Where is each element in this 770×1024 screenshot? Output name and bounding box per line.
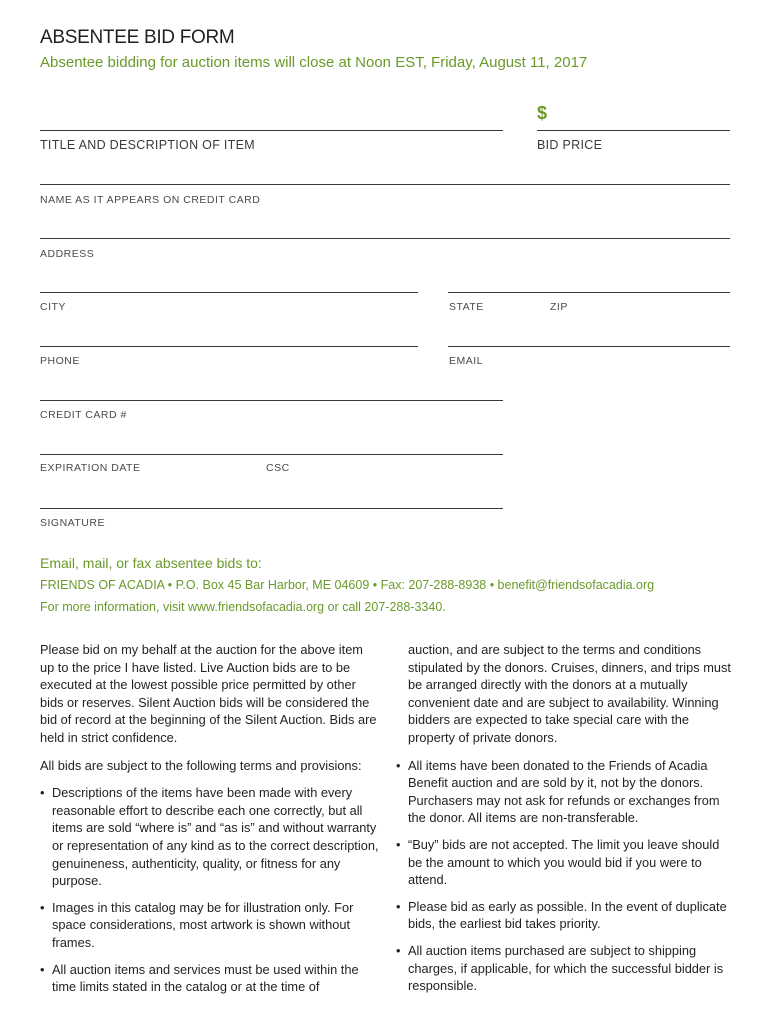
- address-label: ADDRESS: [40, 248, 95, 260]
- list-item: • Descriptions of the items have been made with every reasonable effort to describe each one correctly, but all items are sold “where is” and “as is” and without warranty or representation of any kind as to the correct description, genuineness, authenticity, quality, or fitness for any purpose.: [40, 784, 380, 890]
- city-field[interactable]: [40, 292, 418, 293]
- item-title-field[interactable]: [40, 130, 503, 131]
- terms-intro: Please bid on my behalf at the auction for the above item up to the price I have listed. Live Auction bids are to be executed at the lowest possible price permitted by other bids or reserves. Silent Auction bids will be considered the bid of record at the beginning of the Silent Auction. Bids are held in strict confidence.: [40, 642, 377, 745]
- email-label: EMAIL: [449, 355, 484, 367]
- expiration-label: EXPIRATION DATE: [40, 462, 141, 474]
- list-item: • All auction items and services must be used within the time limits stated in the catalog or at the time of: [40, 961, 380, 996]
- phone-label: PHONE: [40, 355, 80, 367]
- terms-right-list: [396, 757, 734, 995]
- credit-card-label: CREDIT CARD #: [40, 409, 127, 421]
- contact-heading: Email, mail, or fax absentee bids to:: [40, 555, 262, 571]
- list-item: • Please bid as early as possible. In the event of duplicate bids, the earliest bid takes priority.: [396, 898, 734, 933]
- credit-card-field[interactable]: [40, 400, 503, 401]
- form-subtitle: Absentee bidding for auction items will close at Noon EST, Friday, August 11, 2017: [40, 54, 588, 71]
- bid-price-label: BID PRICE: [537, 138, 603, 152]
- terms-continuation: auction, and are subject to the terms and conditions stipulated by the donors. Cruises, dinners, and trips must be arranged directly with the donors at a mutually convenient date and are subject to availability. Winning bidders are expected to take special care with the property of private donors.: [408, 642, 731, 745]
- list-item: • “Buy” bids are not accepted. The limit you leave should be the amount to which you would bid if you were to attend.: [396, 836, 734, 889]
- contact-info: For more information, visit www.friendsofacadia.org or call 207-288-3340.: [40, 600, 446, 614]
- zip-label: ZIP: [550, 301, 568, 313]
- address-field[interactable]: [40, 238, 730, 239]
- city-label: CITY: [40, 301, 66, 313]
- expiration-csc-field[interactable]: [40, 454, 503, 455]
- list-item: • All auction items purchased are subject to shipping charges, if applicable, for which the successful bidder is responsible.: [396, 942, 734, 995]
- list-item: • Images in this catalog may be for illustration only. For space considerations, most artwork is shown without frames.: [40, 899, 380, 952]
- state-label: STATE: [449, 301, 484, 313]
- signature-field[interactable]: [40, 508, 503, 509]
- bid-price-field[interactable]: [537, 130, 730, 131]
- name-label: NAME AS IT APPEARS ON CREDIT CARD: [40, 194, 261, 206]
- list-item: • All items have been donated to the Friends of Acadia Benefit auction and are sold by it, not by the donors. Purchasers may not ask for refunds or exchanges from the donor. All items are non-transferable.: [396, 757, 734, 827]
- currency-symbol: $: [537, 103, 548, 123]
- item-title-label: TITLE AND DESCRIPTION OF ITEM: [40, 138, 255, 152]
- email-field[interactable]: [448, 346, 730, 347]
- terms-right-column: [396, 641, 734, 1004]
- state-zip-field[interactable]: [448, 292, 730, 293]
- terms-subject: All bids are subject to the following terms and provisions:: [40, 757, 362, 773]
- name-field[interactable]: [40, 184, 730, 185]
- form-title: ABSENTEE BID FORM: [40, 27, 235, 48]
- contact-address: FRIENDS OF ACADIA • P.O. Box 45 Bar Harbor, ME 04609 • Fax: 207-288-8938 • benefit@friendsofacadia.org: [40, 578, 655, 592]
- terms-left-list: [40, 784, 380, 996]
- phone-field[interactable]: [40, 346, 418, 347]
- terms-left-column: [40, 641, 380, 1005]
- signature-label: SIGNATURE: [40, 517, 105, 529]
- csc-label: CSC: [266, 462, 290, 474]
